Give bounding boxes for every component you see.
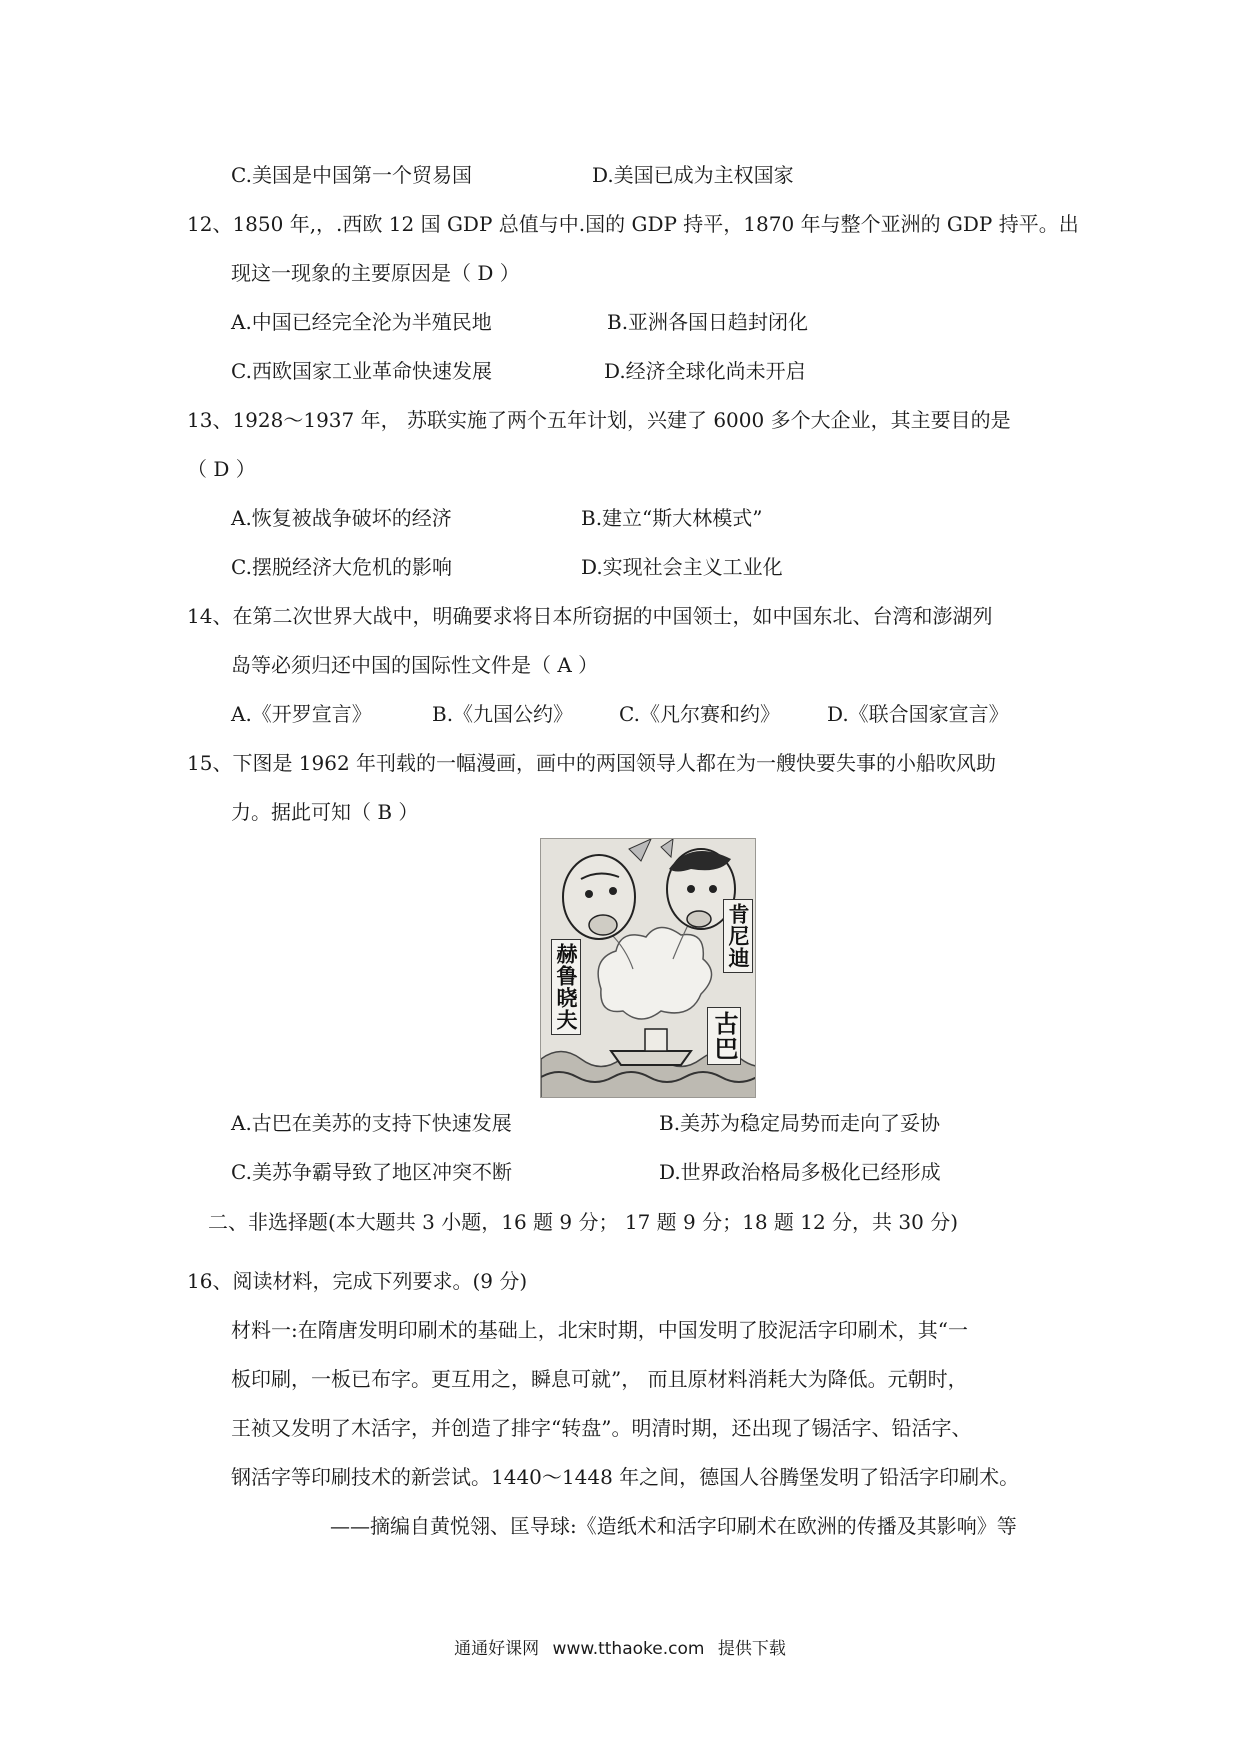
q16-material-line: 钢活字等印刷技术的新尝试。1440～1448 年之间，德国人谷腾堡发明了铅活字印刷术。 <box>231 1465 1020 1489</box>
footer-suffix: 提供下载 <box>717 1639 786 1659</box>
cartoon-figure <box>540 838 756 1098</box>
q11-option-c: C.美国是中国第一个贸易国 <box>231 163 472 187</box>
section2-heading: 二、非选择题(本大题共 3 小题，16 题 9 分； 17 题 9 分；18 题 12 分，共 30 分) <box>208 1210 959 1234</box>
q16-material-line: 材料一:在隋唐发明印刷术的基础上，北宋时期，中国发明了胶泥活字印刷术，其“一 <box>231 1318 968 1342</box>
label-khrushchev: 赫鲁晓夫 <box>551 939 581 1035</box>
q13-option-b: B.建立“斯大林模式” <box>581 506 763 530</box>
q15-option-d: D.世界政治格局多极化已经形成 <box>659 1160 941 1184</box>
q14-stem-line1: 14、在第二次世界大战中，明确要求将日本所窃据的中国领士，如中国东北、台湾和澎湖列 <box>187 604 993 628</box>
q11-option-d: D.美国已成为主权国家 <box>592 163 794 187</box>
q13-stem-line1: 13、1928～1937 年， 苏联实施了两个五年计划，兴建了 6000 多个大企业，其主要目的是 <box>187 408 1011 432</box>
label-kennedy: 肯尼迪 <box>723 899 753 973</box>
q12-option-d: D.经济全球化尚未开启 <box>604 359 806 383</box>
q16-material-line: 板印刷，一板已布字。更互用之，瞬息可就”， 而且原材料消耗大为降低。元朝时， <box>231 1367 968 1391</box>
q12-option-a: A.中国已经完全沦为半殖民地 <box>231 310 492 334</box>
q14-option-c: C.《凡尔赛和约》 <box>619 702 780 726</box>
q14-option-a: A.《开罗宣言》 <box>231 702 372 726</box>
q14-option-d: D.《联合国家宣言》 <box>827 702 1009 726</box>
q16-source: ——摘编自黄悦翎、匡导球:《造纸术和活字印刷术在欧洲的传播及其影响》等 <box>330 1514 1017 1538</box>
q12-option-c: C.西欧国家工业革命快速发展 <box>231 359 492 383</box>
q12-option-b: B.亚洲各国日趋封闭化 <box>607 310 809 334</box>
q16-material-line: 王祯又发明了木活字，并创造了排字“转盘”。明清时期，还出现了锡活字、铅活字、 <box>231 1416 972 1440</box>
q15-stem-line1: 15、下图是 1962 年刊载的一幅漫画，画中的两国领导人都在为一艘快要失事的小船吹风助 <box>187 751 997 775</box>
q12-stem-line1: 12、1850 年,，.西欧 12 国 GDP 总值与中.国的 GDP 持平，1870 年与整个亚洲的 GDP 持平。出 <box>187 212 1079 236</box>
q14-option-b: B.《九国公约》 <box>432 702 574 726</box>
q12-stem-line2: 现这一现象的主要原因是（ D ） <box>231 261 520 285</box>
footer-url[interactable]: www.tthaoke.com <box>552 1639 705 1659</box>
q13-option-a: A.恢复被战争破坏的经济 <box>231 506 452 530</box>
q14-stem-line2: 岛等必须归还中国的国际性文件是（ A ） <box>231 653 599 677</box>
q13-option-c: C.摆脱经济大危机的影响 <box>231 555 452 579</box>
q15-option-b: B.美苏为稳定局势而走向了妥协 <box>659 1111 941 1135</box>
q13-option-d: D.实现社会主义工业化 <box>581 555 783 579</box>
q13-stem-line2: （ D ） <box>187 457 256 481</box>
q15-option-c: C.美苏争霸导致了地区冲突不断 <box>231 1160 512 1184</box>
q15-option-a: A.古巴在美苏的支持下快速发展 <box>231 1111 512 1135</box>
q15-stem-line2: 力。据此可知（ B ） <box>231 800 419 824</box>
q16-title: 16、阅读材料，完成下列要求。(9 分) <box>187 1269 528 1293</box>
label-cuba: 古巴 <box>707 1007 741 1065</box>
page-footer <box>0 1634 1240 1659</box>
footer-site-name: 通通好课网 <box>454 1639 540 1659</box>
